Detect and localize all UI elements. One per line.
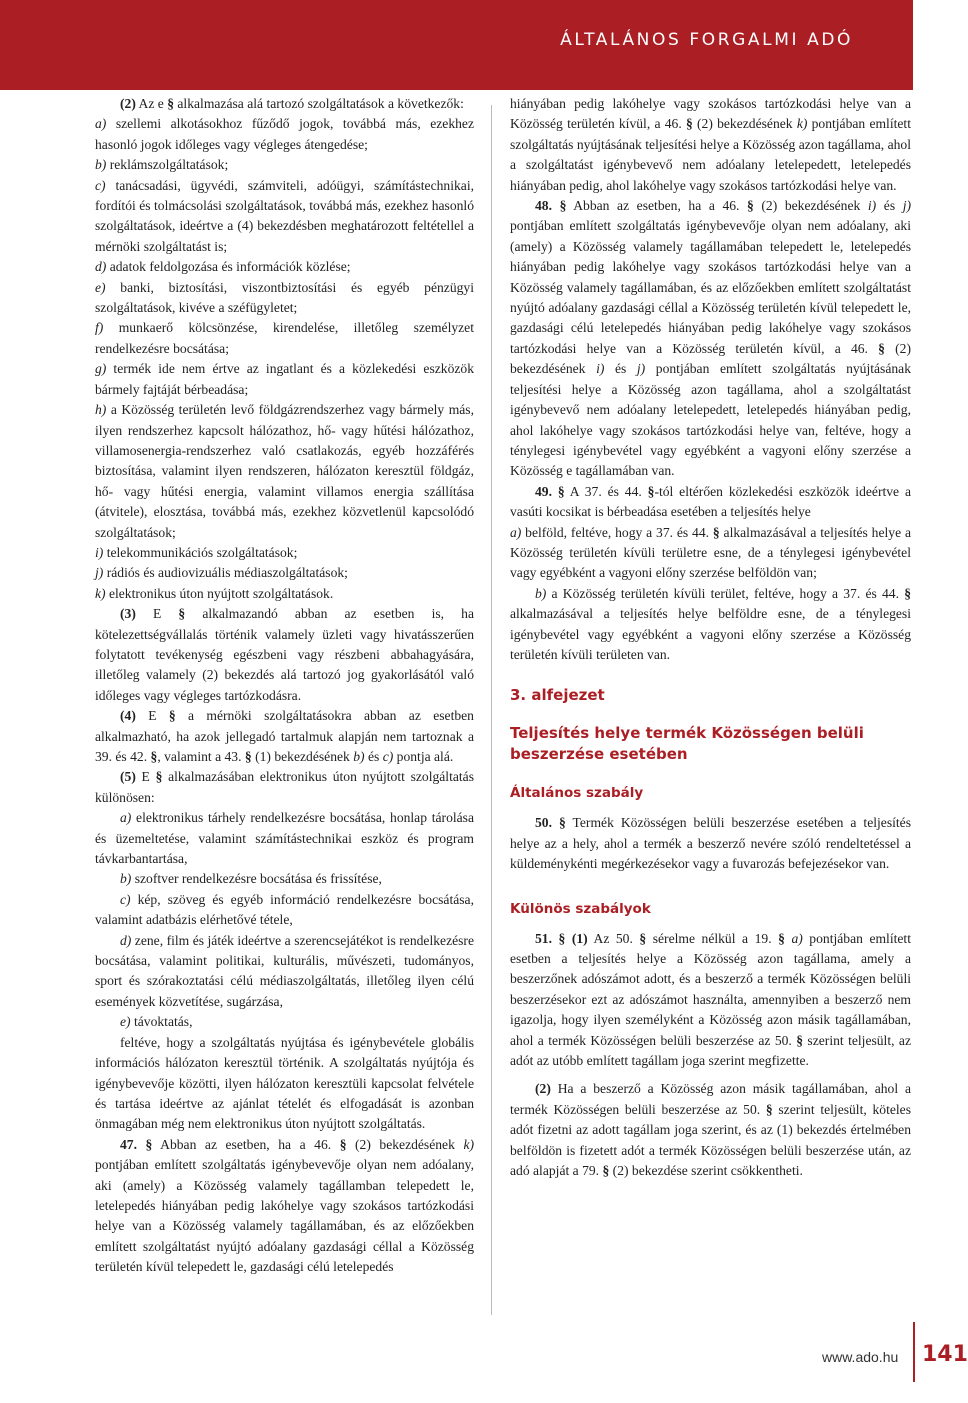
page-number: 141 [922,1342,968,1367]
list-item: a) elektronikus tárhely rendelkezésre bocsátása, honlap tárolása és üzemeltetése, valamint számítástechnikai eszköz és program távkarbantartása, [95,810,474,867]
list-item: b) a Közösség területén kívüli terület, feltéve, hogy a 37. és 44. § alkalmazásával a teljesítés helye belföldre esne, de a ténylegesi igénybevétel vagy egyébként a vagyoni előny szerzése a Közösség területén kívüli területen van. [510,585,911,662]
section-48: 48. § Abban az esetben, ha a 46. § (2) bekezdésének i) és j) pontjában említett szolgáltatás igénybevevője olyan nem adóalany, aki (amely) a Közösség valamely tagállamában telepedett le, letelepedés hiányában pedig lakóhelye vagy szokásos tartózkodási helye van a Közösség valamely tagállamában, és az előzőekben említett szolgáltatást nyújtó adóalany gazdasági céllal a Közösség területén kívül telepedett le, gazdasági célú letelepedés hiányában pedig lakóhelye vagy szokásos tartózkodási helye van a Közösség területén kívül, a 46. § (2) bekezdésének i) és j) pontjában említett szolgáltatás nyújtásának teljesítési helye a Közösség azon tagállama, ahol a szolgáltatást igénybevevő nem adóalany letelepedett, letelepedés hiányában pedig, ahol lakóhelye vagy szokásos tartózkodási helye van, feltéve, hogy a ténylegesi igénybevétel vagy egyébként a vagyoni előny szerzése a Közösség e tagállamában van. [510,198,911,479]
section-49: 49. § A 37. és 44. §-tól eltérően közlekedési eszközök ideértve a vasúti kocsikat is bérbeadása esetében a teljesítés helye [510,483,911,520]
list-item: e) banki, biztosítási, viszontbiztosítási és egyéb pénzügyi szolgáltatások, kivéve a széfügyletet; [95,279,474,316]
heading-general-rule: Általános szabály [510,785,644,802]
subchapter-number: 3. alfejezet [510,686,605,705]
paragraph-46-5-closing: feltéve, hogy a szolgáltatás nyújtása és igénybevétele globális információs hálózaton keresztül történik. A szolgáltatás nyújtója és igénybevevője közötti, ilyen hálózaton keresztüli kapcsolat felvétele és tartása ideértve az ajánlat tételét és elfogadását is azonban önmagában még nem elektronikus úton nyújtott szolgáltatás. [95,1034,474,1132]
list-item: e) távoktatás, [120,1014,193,1030]
footer-website-link[interactable]: www.ado.hu [822,1349,899,1365]
paragraph-46-3: (3) E § alkalmazandó abban az esetben is, ha kötelezettségvállalás történik valamely üzleti vagy hivatásszerűen folytatott tevékenység egészbeni vagy részbeni abbahagyására, illetőleg valamely (2) bekezdés alá tartozó jog gyakorlásától való időleges vagy végleges tartózkodásra. [95,606,474,703]
subchapter-title: Teljesítés helye termék Közösségen belüli beszerzése esetében [510,724,864,764]
list-item: k) elektronikus úton nyújtott szolgáltatások. [95,585,334,601]
list-item: b) szoftver rendelkezésre bocsátása és frissítése, [120,871,382,887]
paragraph-46-5: (5) E § alkalmazásában elektronikus úton nyújtott szolgáltatás különösen: [95,769,474,805]
list-item: i) telekommunikációs szolgáltatások; [95,544,298,560]
list-item: c) kép, szöveg és egyéb információ rendelkezésre bocsátása, valamint adatbázis elérhetővé tétele, [95,891,474,928]
list-item: h) a Közösség területén levő földgázrendszerhez vagy bármely más, ilyen rendszerhez kapcsolt hálózathoz, hő- vagy hűtési hálózathoz, villamosenergia-rendszerhez való csatlakozás, egyéb hozzáférés biztosítása, valamint ilyen rendszeren, hálózaton keresztül földgáz, hő- vagy hűtési energia, valamint villamos energia szállítása (átvitele), elosztása, továbbá más, ezekhez közvetlenül kapcsolódó szolgáltatások; [95,402,474,540]
paragraph-46-2: (2) Az e § alkalmazása alá tartozó szolgáltatások a következők: [120,96,464,111]
section-51-1: 51. § (1) Az 50. § sérelme nélkül a 19. § a) pontjában említett esetben a teljesítés helye a Közösség azon tagállama, amely a beszerzőnek adószámot adott, és a beszerző a termék Közösségen belüli beszerzésekor ezt az adószámot használta, amennyiben a beszerző nem igazolja, hogy ilyen személyként a Közösség azon másik tagállamában, ahol a termék Közösségen belüli beszerzése az 50. § szerint teljesült, az adót az utóbb említett tagállam joga szerint megfizette. [510,930,911,1069]
section-50: 50. § Termék Közösségen belüli beszerzése esetében a teljesítés helye az a hely, ahol a termék a beszerző nevére szóló rendeltetéssel a küldeménykénti megérkezésekor vagy a fuvarozás befejezésekor van. [510,815,911,872]
section-47-continued: hiányában pedig lakóhelye vagy szokásos tartózkodási helye van a Közösség területén kívül, a 46. § (2) bekezdésének k) pontjában említett szolgáltatás nyújtásának teljesítési helye a Közösség azon tagállama, ahol a szolgáltatást igénybevevő nem adóalany letelepedett, letelepedés hiányában pedig, ahol lakóhelye vagy szokásos tartózkodási helye van. [510,96,911,193]
list-item: d) zene, film és játék ideértve a szerencsejátékot is rendelkezésre bocsátása, valamint politikai, kulturális, művészeti, tudományos, sport és szórakoztatási célú médiaszolgáltatás, illetőleg ilyen célú események közvetítése, sugárzása, [95,932,474,1009]
list-item: d) adatok feldolgozása és információk közlése; [95,259,351,275]
header-bar [0,0,913,90]
left-column [95,94,474,1278]
list-item: a) belföld, feltéve, hogy a 37. és 44. § alkalmazásával a teljesítés helye a Közösség területén kívüli területre esne, de a ténylegesi igénybevétel vagy egyébként a vagyoni előny szerzése belföldön van; [510,524,911,581]
list-item: f) munkaerő kölcsönzése, kirendelése, illetőleg személyzet rendelkezésre bocsátása; [95,320,474,356]
paragraph-46-4: (4) E § a mérnöki szolgáltatásokra abban az esetben alkalmazható, ha azok jellegadó tartalmuk alapján nem tartoznak a 39. és 42. §, valamint a 43. § (1) bekezdésének b) és c) pontja alá. [95,708,474,764]
heading-special-rules: Különös szabályok [510,900,651,917]
list-item: b) reklámszolgáltatások; [95,157,229,173]
list-item: j) rádiós és audiovizuális médiaszolgáltatások; [95,565,348,581]
list-item: g) termék ide nem értve az ingatlant és a közlekedési eszközök bármely fajtáját bérbeadása; [95,361,474,397]
column-divider [491,105,492,1315]
list-item: a) szellemi alkotásokhoz fűződő jogok, továbbá más, ezekhez hasonló jogok időleges vagy végleges átengedése; [95,116,474,152]
running-header-title: ÁLTALÁNOS FORGALMI ADÓ [560,30,853,50]
right-column [510,94,911,1181]
footer-divider [913,1322,915,1382]
list-item: c) tanácsadási, ügyvédi, számviteli, adóügyi, számítástechnikai, fordítói és tolmácsolási szolgáltatások, továbbá más, ezekhez hasonló szolgáltatások, ideértve a (4) bekezdésben meghatározott feltétellel a mérnöki szolgáltatást is; [95,177,474,254]
section-47: 47. § Abban az esetben, ha a 46. § (2) bekezdésének k) pontjában említett szolgáltatás igénybevevője olyan nem adóalany, aki (amely) a Közösség valamely tagállamban telepedett le, letelepedés hiányában pedig lakóhelye vagy szokásos tartózkodási helye van a Közösség valamely tagállamában, és az előzőekben említett szolgáltatást nyújtó adóalany gazdasági céllal a Közösség területén kívül telepedett le, gazdasági célú letelepedés [95,1136,474,1275]
section-51-2: (2) Ha a beszerző a Közösség azon másik tagállamában, ahol a termék Közösségen belüli beszerzése az 50. § szerint teljesült, köteles adót fizetni az adott tagállam joga szerint, és az (1) bekezdés értelmében belföldön is fizetett adót a termék Közösségen belüli beszerzése után, az adó alapját a 79. § (2) bekezdése szerint csökkentheti. [510,1081,911,1179]
